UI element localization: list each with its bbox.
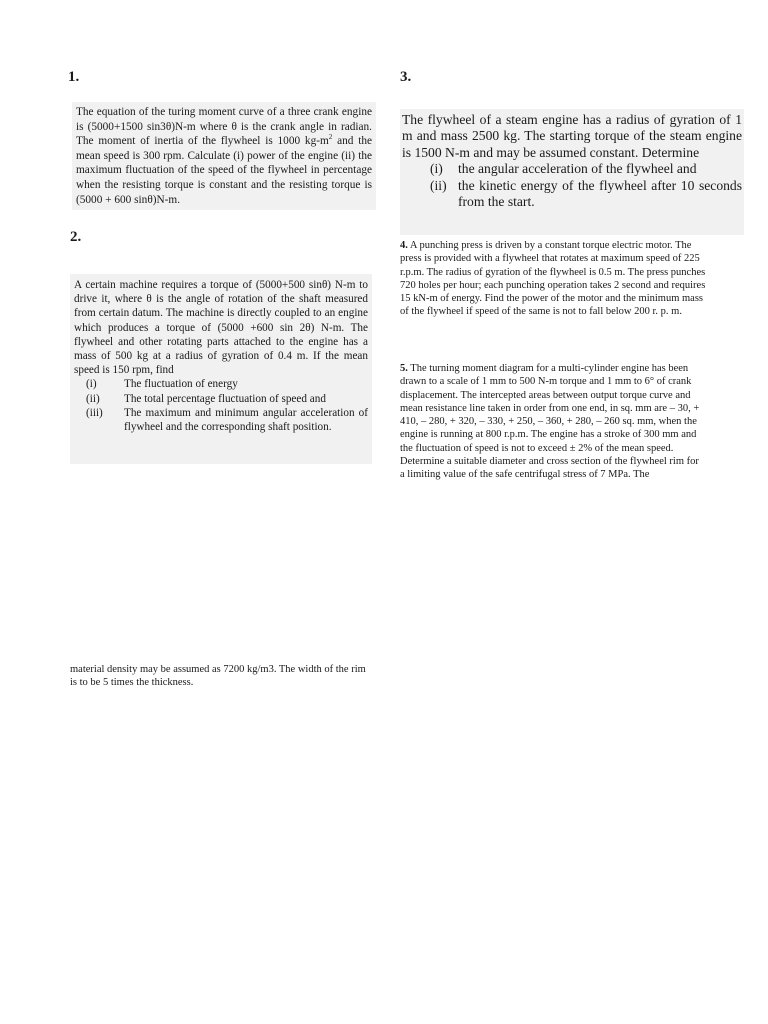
question-4-number: 4. [400,240,408,251]
item-text: The maximum and minimum angular acceleration of flywheel and the corresponding shaft position. [124,406,368,434]
question-1-text-part-a: The equation of the turing moment curve of a three crank engine is (5000+1500 sin3θ)N-m where θ is the crank angle in radian. The moment of inertia of the flywheel is 1000 kg-m [76,106,372,148]
question-4-text [400,239,706,319]
question-2-item [86,392,368,406]
question-2-item [86,377,368,391]
item-index: (iii) [86,406,103,419]
question-2-item [86,406,368,434]
question-3-number: 3. [400,69,412,85]
question-1-text [72,102,376,210]
question-2-block [70,274,372,464]
question-5-continuation: material density may be assumed as 7200 kg/m3. The width of the rim is to be 5 times the thickness. [70,664,366,689]
question-2-text: A certain machine requires a torque of (5000+500 sinθ) N-m to drive it, where θ is the angle of rotation of the shaft measured from certain datum. The machine is directly coupled to an engine which produces a torque of (5000 +600 sin 2θ) N-m. The flywheel and other rotating parts attached to the engine has a mass of 500 kg at a radius of gyration of 0.4 m. If the mean speed is 150 rpm, find [74,279,368,377]
item-index: (i) [86,378,97,391]
question-3-item [430,178,742,211]
question-3-block [400,109,744,235]
item-text: The fluctuation of energy [124,378,238,391]
question-4-body: A punching press is driven by a constant torque electric motor. The press is provided with a flywheel that rotates at maximum speed of 225 r.p.m. The radius of gyration of the flywheel is 0.5 m. The press punches 720 holes per hour; each punching operation takes 2 second and requires 15 kN-m of energy. Find the power of the motor and the minimum mass of the flywheel if speed of the same is not to fall below 200 r. p. m. [400,240,706,318]
question-5-number: 5. [400,363,408,374]
superscript: 2 [328,133,333,142]
question-5-text [400,362,706,482]
question-3-text: The flywheel of a steam engine has a radius of gyration of 1 m and mass 2500 kg. The starting torque of the steam engine is 1500 N-m and may be assumed constant. Determine [402,112,742,160]
item-text: the angular acceleration of the flywheel and [458,161,697,177]
item-index: (i) [430,161,443,177]
item-index: (ii) [430,177,447,193]
question-5-body: The turning moment diagram for a multi-cylinder engine has been drawn to a scale of 1 mm to 500 N-m torque and 1 mm to 6° of crank displacement. The intercepted areas between output torque curve and mean resistance line taken in order from one end, in sq. mm are – 30, + 410, – 280, + 320, – 330, + 250, – 360, + 280, – 260 sq. mm, when the engine is running at 800 r.p.m. The engine has a stroke of 300 mm and the fluctuation of speed is not to exceed ± 2% of the mean speed. Determine a suitable diameter and cross section of the flywheel rim for a limiting value of the safe centrifugal stress of 7 MPa. The [400,363,700,481]
item-index: (ii) [86,392,100,405]
question-1-text-part-b: and the mean speed is 300 rpm. Calculate (i) power of the engine (ii) the maximum fluctuation of the speed of the flywheel in percentage when the resisting torque is constant and the resisting torque is (5000 + 600 sinθ)N-m. [76,135,372,206]
question-2-number: 2. [70,229,82,245]
question-1-number: 1. [68,69,80,85]
item-text: the kinetic energy of the flywheel after 10 seconds from the start. [458,177,742,210]
question-3-item [430,161,742,177]
item-text: The total percentage fluctuation of speed and [124,392,326,405]
